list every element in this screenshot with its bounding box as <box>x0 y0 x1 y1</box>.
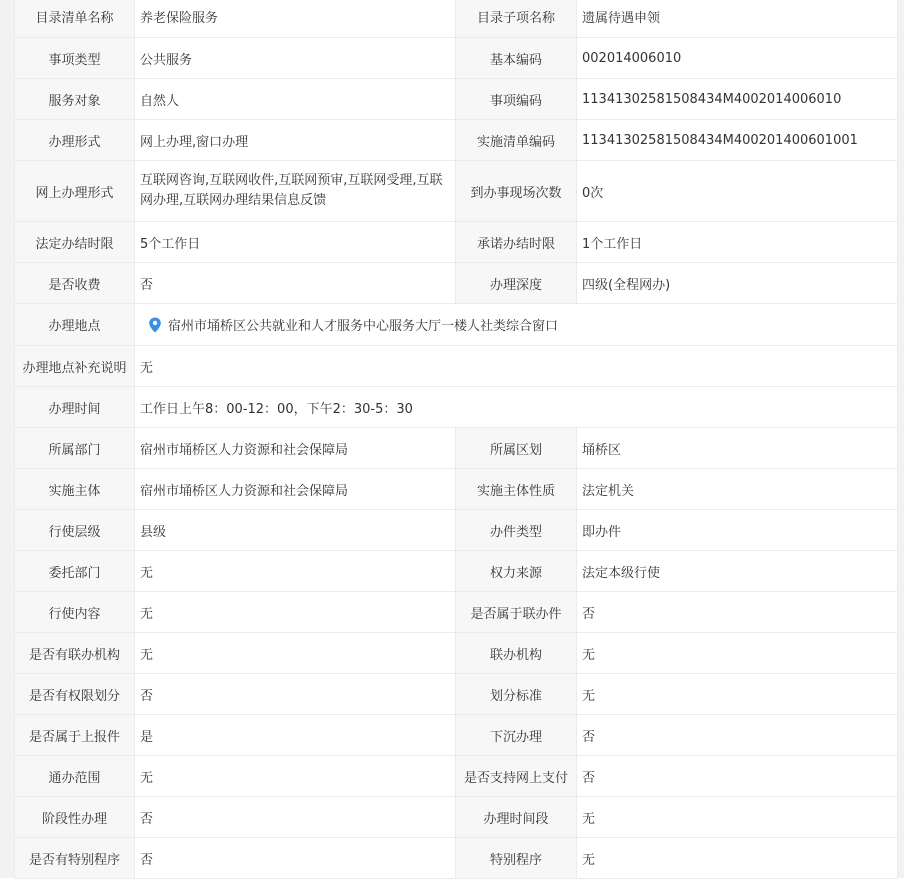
field-value: 无 <box>135 633 456 674</box>
field-label: 办理时间段 <box>456 797 577 838</box>
field-label: 承诺办结时限 <box>456 222 577 263</box>
field-value: 11341302581508434M400201400601001 <box>577 120 898 161</box>
field-label: 是否有联办机构 <box>15 633 135 674</box>
field-value: 否 <box>577 756 898 797</box>
table-row <box>15 510 898 551</box>
field-label: 行使内容 <box>15 592 135 633</box>
field-value: 无 <box>135 756 456 797</box>
field-label: 办理形式 <box>15 120 135 161</box>
field-value: 宿州市埇桥区人力资源和社会保障局 <box>135 428 456 469</box>
field-value: 5个工作日 <box>135 222 456 263</box>
table-row <box>15 633 898 674</box>
item-detail-table <box>14 0 898 879</box>
table-row <box>15 715 898 756</box>
field-value: 无 <box>577 838 898 879</box>
field-label: 是否属于联办件 <box>456 592 577 633</box>
field-value: 是 <box>135 715 456 756</box>
field-label: 委托部门 <box>15 551 135 592</box>
field-label: 目录清单名称 <box>15 0 135 38</box>
field-value: 法定机关 <box>577 469 898 510</box>
table-row <box>15 469 898 510</box>
field-label: 特别程序 <box>456 838 577 879</box>
field-value: 002014006010 <box>577 38 898 79</box>
field-label: 是否收费 <box>15 263 135 304</box>
field-value: 即办件 <box>577 510 898 551</box>
table-row <box>15 120 898 161</box>
field-label: 划分标准 <box>456 674 577 715</box>
field-label: 到办事现场次数 <box>456 161 577 222</box>
table-row <box>15 592 898 633</box>
field-value: 县级 <box>135 510 456 551</box>
field-value: 四级(全程网办) <box>577 263 898 304</box>
field-value: 无 <box>577 797 898 838</box>
field-label: 基本编码 <box>456 38 577 79</box>
location-cell <box>135 304 898 346</box>
table-row <box>15 263 898 304</box>
field-label: 是否有权限划分 <box>15 674 135 715</box>
field-value: 否 <box>135 674 456 715</box>
field-label: 办理地点 <box>15 304 135 346</box>
field-value: 无 <box>135 551 456 592</box>
field-label: 网上办理形式 <box>15 161 135 222</box>
field-value: 1个工作日 <box>577 222 898 263</box>
field-label: 事项编码 <box>456 79 577 120</box>
field-value: 法定本级行使 <box>577 551 898 592</box>
field-value: 公共服务 <box>135 38 456 79</box>
right-gutter <box>897 0 904 878</box>
field-label: 事项类型 <box>15 38 135 79</box>
field-value: 自然人 <box>135 79 456 120</box>
field-value: 否 <box>135 838 456 879</box>
location-link[interactable] <box>140 315 892 334</box>
field-value: 否 <box>135 797 456 838</box>
field-label: 阶段性办理 <box>15 797 135 838</box>
location-row <box>15 304 898 346</box>
left-gutter <box>0 0 14 878</box>
location-text: 宿州市埇桥区公共就业和人才服务中心服务大厅一楼人社类综合窗口 <box>168 319 559 334</box>
field-label: 办理地点补充说明 <box>15 346 135 387</box>
field-value: 养老保险服务 <box>135 0 456 38</box>
field-value: 遗属待遇申领 <box>577 0 898 38</box>
field-value: 11341302581508434M4002014006010 <box>577 79 898 120</box>
field-label: 行使层级 <box>15 510 135 551</box>
field-value: 互联网咨询,互联网收件,互联网预审,互联网受理,互联网办理,互联网办理结果信息反馈 <box>135 161 456 222</box>
table-row <box>15 756 898 797</box>
field-value: 工作日上午8：00-12：00，下午2：30-5：30 <box>135 387 898 428</box>
field-value: 否 <box>577 592 898 633</box>
field-label: 法定办结时限 <box>15 222 135 263</box>
table-row <box>15 797 898 838</box>
table-row <box>15 551 898 592</box>
field-value: 网上办理,窗口办理 <box>135 120 456 161</box>
field-label: 下沉办理 <box>456 715 577 756</box>
table-row <box>15 428 898 469</box>
table-row <box>15 79 898 120</box>
field-value: 埇桥区 <box>577 428 898 469</box>
field-label: 所属区划 <box>456 428 577 469</box>
field-value: 无 <box>135 592 456 633</box>
field-label: 通办范围 <box>15 756 135 797</box>
field-label: 是否支持网上支付 <box>456 756 577 797</box>
field-label: 实施主体性质 <box>456 469 577 510</box>
field-label: 办件类型 <box>456 510 577 551</box>
field-value: 否 <box>577 715 898 756</box>
table-row <box>15 161 898 222</box>
field-label: 联办机构 <box>456 633 577 674</box>
field-value: 0次 <box>577 161 898 222</box>
table-row <box>15 0 898 38</box>
field-value: 无 <box>577 674 898 715</box>
field-label: 是否有特别程序 <box>15 838 135 879</box>
field-label: 服务对象 <box>15 79 135 120</box>
table-row <box>15 222 898 263</box>
hours-row <box>15 387 898 428</box>
table-row <box>15 38 898 79</box>
field-value: 无 <box>135 346 898 387</box>
field-label: 实施清单编码 <box>456 120 577 161</box>
field-label: 是否属于上报件 <box>15 715 135 756</box>
field-label: 权力来源 <box>456 551 577 592</box>
field-value: 无 <box>577 633 898 674</box>
field-label: 办理深度 <box>456 263 577 304</box>
location-pin-icon <box>148 317 162 333</box>
field-label: 所属部门 <box>15 428 135 469</box>
location-note-row <box>15 346 898 387</box>
field-label: 办理时间 <box>15 387 135 428</box>
field-label: 目录子项名称 <box>456 0 577 38</box>
table-row <box>15 674 898 715</box>
field-value: 否 <box>135 263 456 304</box>
table-row <box>15 838 898 879</box>
field-value: 宿州市埇桥区人力资源和社会保障局 <box>135 469 456 510</box>
field-label: 实施主体 <box>15 469 135 510</box>
